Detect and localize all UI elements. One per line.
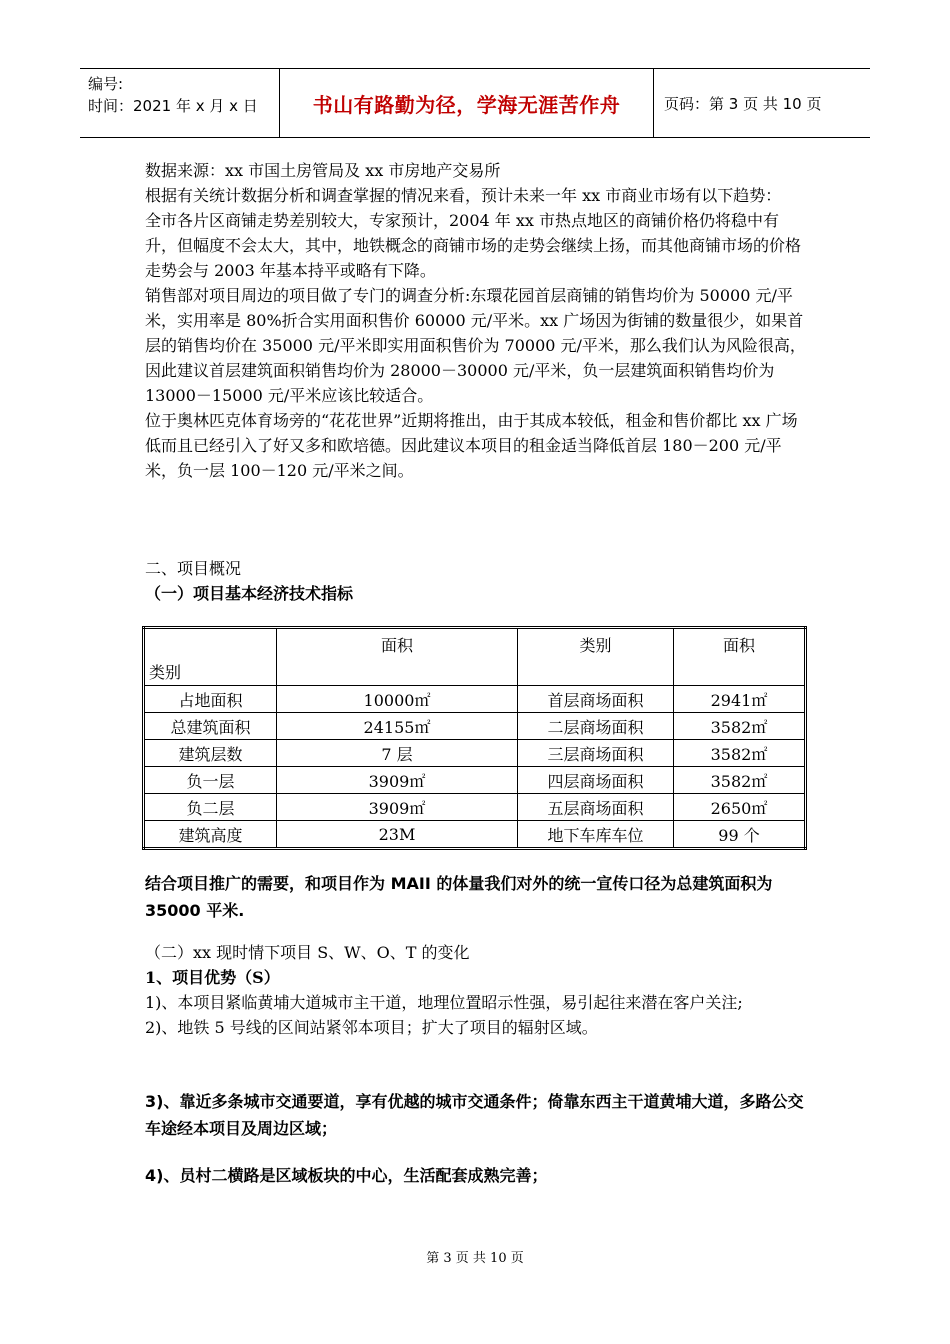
table-header-cell: 类别 xyxy=(144,628,277,686)
swot-section xyxy=(145,940,810,1040)
table-cell: 3909㎡ xyxy=(277,794,518,821)
table-cell: 3582㎡ xyxy=(674,767,806,794)
table-row xyxy=(144,713,806,740)
table-cell: 二层商场面积 xyxy=(518,713,674,740)
advantage-item-bold: 4)、员村二横路是区域板块的中心，生活配套成熟完善； xyxy=(145,1166,548,1185)
table-cell: 99 个 xyxy=(674,821,806,849)
table-row xyxy=(144,686,806,713)
intro-text xyxy=(145,158,810,483)
table-header-row xyxy=(144,628,806,686)
page-header xyxy=(80,68,870,138)
table-header-cell: 类别 xyxy=(518,628,674,686)
page-footer: 第 3 页 共 10 页 xyxy=(426,1251,524,1266)
table-cell: 3582㎡ xyxy=(674,740,806,767)
section-title: 二、项目概况 xyxy=(145,559,242,578)
table-cell: 7 层 xyxy=(277,740,518,767)
table-cell: 建筑高度 xyxy=(144,821,277,849)
swot-title: （二）xx 现时情下项目 S、W、O、T 的变化 xyxy=(145,943,470,962)
table-header-cell: 面积 xyxy=(674,628,806,686)
advantage-item: 1)、本项目紧临黄埔大道城市主干道，地理位置昭示性强，易引起往来潜在客户关注; xyxy=(145,993,743,1012)
table-cell: 24155㎡ xyxy=(277,713,518,740)
table-cell: 负二层 xyxy=(144,794,277,821)
advantage-item-bold: 3)、靠近多条城市交通要道，享有优越的城市交通条件；倚靠东西主干道黄埔大道，多路公交车途经本项目及周边区域； xyxy=(145,1092,804,1138)
bold-statement: 结合项目推广的需要，和项目作为 MAII 的体量我们对外的统一宣传口径为总建筑面积为 35000 平米. xyxy=(145,874,773,920)
paragraph: 销售部对项目周边的项目做了专门的调查分析:东環花园首层商铺的销售均价为 50000 元/平米，实用率是 80%折合实用面积售价 60000 元/平米。xx 广场因为街铺的数量很少，如果首层的销售均价在 35000 元/平米即实用面积售价为 70000 元/平米，那么我们认为风险很高，因此建议首层建筑面积销售均价为 28000－30000 元/平米，负一层建筑面积销售均价为 13000－15000 元/平米应该比较适合。 xyxy=(145,286,806,405)
section-heading xyxy=(145,556,810,606)
table-cell: 3909㎡ xyxy=(277,767,518,794)
table-row xyxy=(144,794,806,821)
table-header-cell: 面积 xyxy=(277,628,518,686)
table-cell: 建筑层数 xyxy=(144,740,277,767)
table-row xyxy=(144,740,806,767)
table-cell: 2650㎡ xyxy=(674,794,806,821)
table-cell: 地下车库车位 xyxy=(518,821,674,849)
paragraph: 数据来源：xx 市国土房管局及 xx 市房地产交易所 xyxy=(145,161,501,180)
table-cell: 四层商场面积 xyxy=(518,767,674,794)
table-row xyxy=(144,767,806,794)
table-cell: 三层商场面积 xyxy=(518,740,674,767)
table-cell: 23M xyxy=(277,821,518,849)
paragraph: 根据有关统计数据分析和调查掌握的情况来看，预计未来一年 xx 市商业市场有以下趋势： xyxy=(145,186,782,205)
header-page-info: 页码：第 3 页 共 10 页 xyxy=(664,94,822,113)
indicator-table xyxy=(142,626,807,850)
advantage-title: 1、项目优势（S） xyxy=(145,968,280,987)
table-cell: 首层商场面积 xyxy=(518,686,674,713)
paragraph: 位于奥林匹克体育场旁的“花花世界”近期将推出，由于其成本较低，租金和售价都比 xx 广场低而且已经引入了好又多和欧培德。因此建议本项目的租金适当降低首层 180－200 元/平米，负一层 100－120 元/平米之间。 xyxy=(145,411,798,480)
time-label: 时间：2021 年 x 月 x 日 xyxy=(88,97,258,115)
table-cell: 五层商场面积 xyxy=(518,794,674,821)
table-cell: 占地面积 xyxy=(144,686,277,713)
subsection-title: （一）项目基本经济技术指标 xyxy=(145,584,354,603)
table-cell: 3582㎡ xyxy=(674,713,806,740)
table-cell: 总建筑面积 xyxy=(144,713,277,740)
table-row xyxy=(144,821,806,849)
header-motto: 书山有路勤为径，学海无涯苦作舟 xyxy=(280,69,654,137)
advantage-item: 2)、地铁 5 号线的区间站紧邻本项目；扩大了项目的辐射区域。 xyxy=(145,1018,598,1037)
number-label: 编号: xyxy=(88,75,124,93)
table-cell: 负一层 xyxy=(144,767,277,794)
header-meta xyxy=(80,69,280,137)
table-cell: 2941㎡ xyxy=(674,686,806,713)
paragraph: 全市各片区商铺走势差别较大，专家预计，2004 年 xx 市热点地区的商铺价格仍将稳中有升，但幅度不会太大，其中，地铁概念的商铺市场的走势会继续上扬，而其他商铺市场的价格走势会与 2003 年基本持平或略有下降。 xyxy=(145,211,802,280)
table-cell: 10000㎡ xyxy=(277,686,518,713)
